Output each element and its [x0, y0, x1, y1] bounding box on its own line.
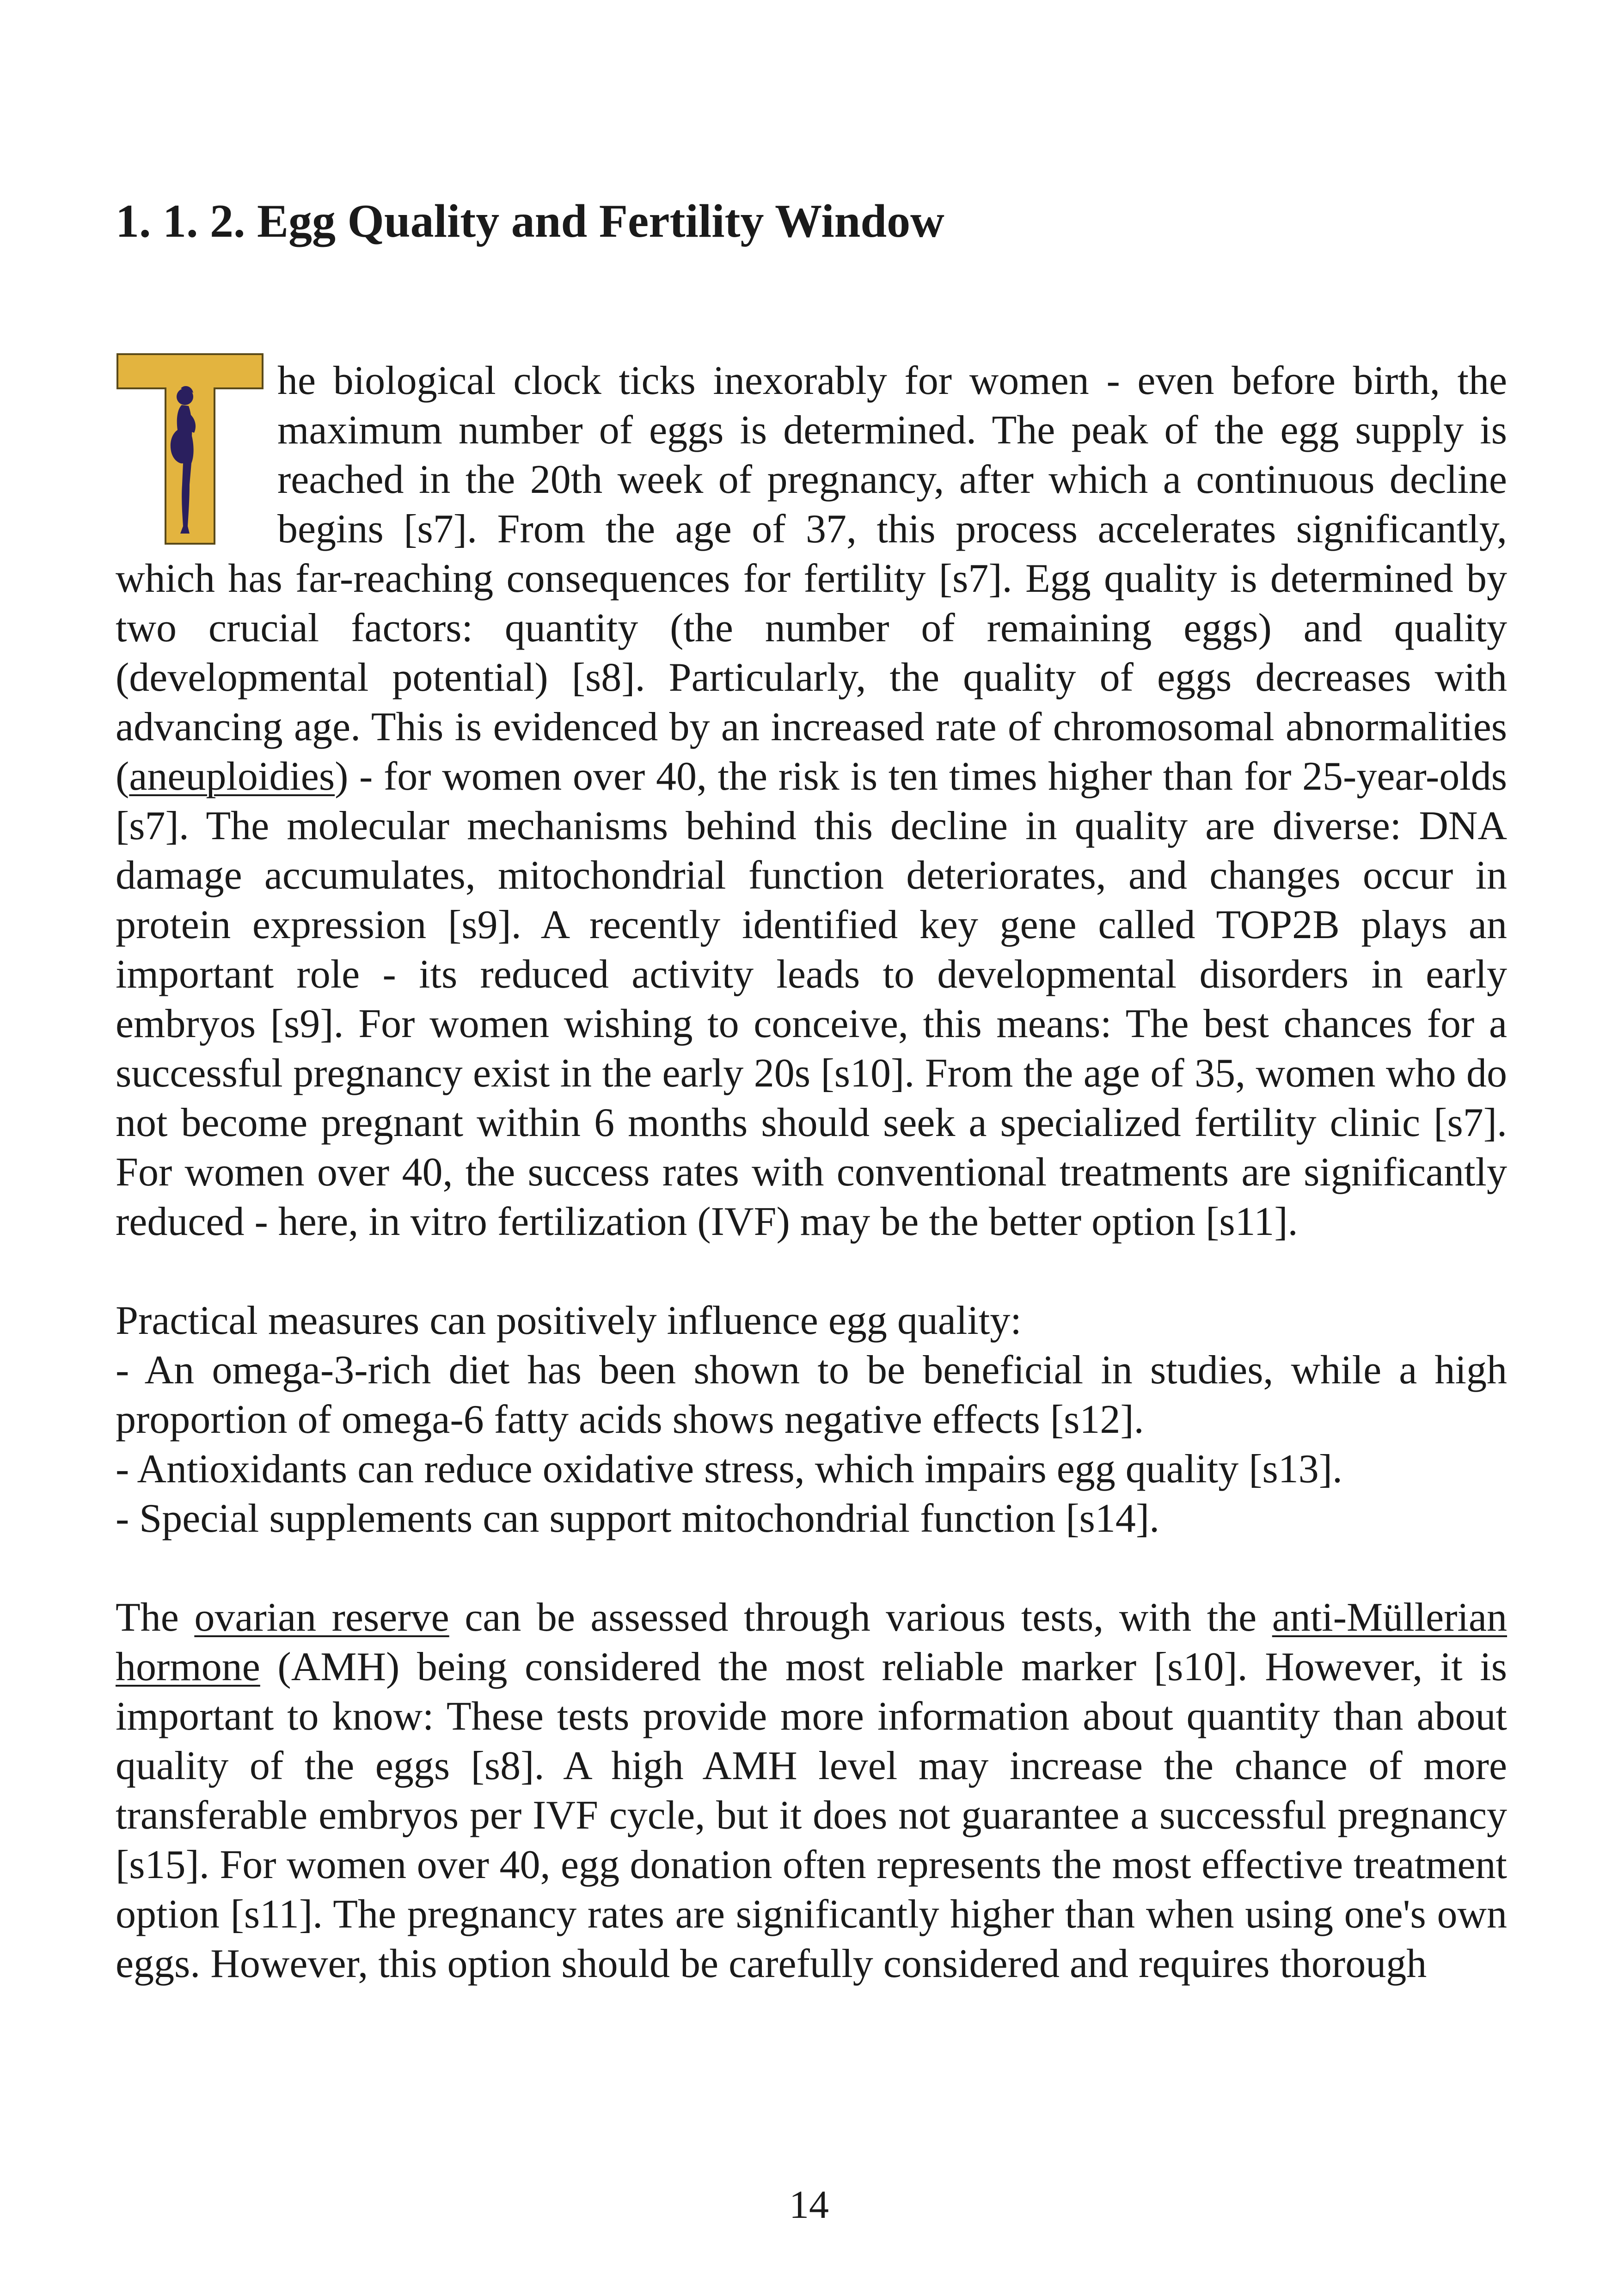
dropcap-t-illustration — [116, 350, 264, 547]
measures-intro: Practical measures can positively influence egg quality: — [116, 1298, 1022, 1343]
aneuploidies-link[interactable]: aneuploidies — [129, 754, 335, 799]
paragraph-text: (AMH) being considered the most reliable marker [s10]. However, it is important to know: These tests provide more information about quantity than about quality of the eggs [s8]. A high AMH level may increase the chance of more transferable embryos per IVF cycle, but it does not guarantee a successful pregnancy [s15]. For women over 40, egg donation often represents the most effective treatment option [s11]. The pregnancy rates are significantly higher than when using one's own eggs. However, this option should be carefully considered and requires thorough — [116, 1645, 1507, 1986]
paragraph-text: The — [116, 1595, 195, 1640]
paragraph-text: can be assessed through various tests, with the — [449, 1595, 1272, 1640]
paragraph-text: he biological clock ticks inexorably for women - even before birth, the maximum number of eggs is determined. The peak of the egg supply is reached in the 20th week of pregnancy, after which a continuous decline begins [s7]. From the age of 37, this process accelerates significantly, which has far-reaching consequences for fertility [s7]. Egg quality is determined by two crucial factors: quantity (the number of remaining eggs) and quality (developmental potential) [s8]. Particularly, the quality of eggs decreases with advancing age. This is evidenced by an increased rate of chromosomal abnormalities ( — [116, 358, 1507, 799]
anti-mullerian-hormone-link[interactable]: anti-Müllerian hormone — [116, 1595, 1508, 1689]
ovarian-reserve-link[interactable]: ovarian reserve — [194, 1595, 449, 1640]
body-text — [116, 356, 1507, 1989]
page-number: 14 — [789, 2182, 829, 2227]
measure-item-omega3: - An omega-3-rich diet has been shown to be beneficial in studies, while a high proportion of omega-6 fatty acids shows negative effects [s12]. — [116, 1348, 1507, 1442]
paragraph-text: ) - for women over 40, the risk is ten times higher than for 25-year-olds [s7]. The molecular mechanisms behind this decline in quality are diverse: DNA damage accumulates, mitochondrial function deteriorates, and changes occur in protein expression [s9]. A recently identified key gene called TOP2B plays an important role - its reduced activity leads to developmental disorders in early embryos [s9]. For women wishing to conceive, this means: The best chances for a successful pregnancy exist in the early 20s [s10]. From the age of 35, women who do not become pregnant within 6 months should seek a specialized fertility clinic [s7]. For women over 40, the success rates with conventional treatments are significantly reduced - here, in vitro fertilization (IVF) may be the better option [s11]. — [116, 754, 1507, 1244]
section-heading: 1. 1. 2. Egg Quality and Fertility Window — [116, 195, 944, 247]
intro-paragraph — [116, 356, 1507, 1246]
pregnant-woman-silhouette-icon — [116, 350, 264, 547]
measure-item-antioxidants: - Antioxidants can reduce oxidative stress, which impairs egg quality [s13]. — [116, 1447, 1343, 1492]
ovarian-reserve-paragraph — [116, 1593, 1507, 1989]
measure-item-supplements: - Special supplements can support mitochondrial function [s14]. — [116, 1496, 1160, 1541]
